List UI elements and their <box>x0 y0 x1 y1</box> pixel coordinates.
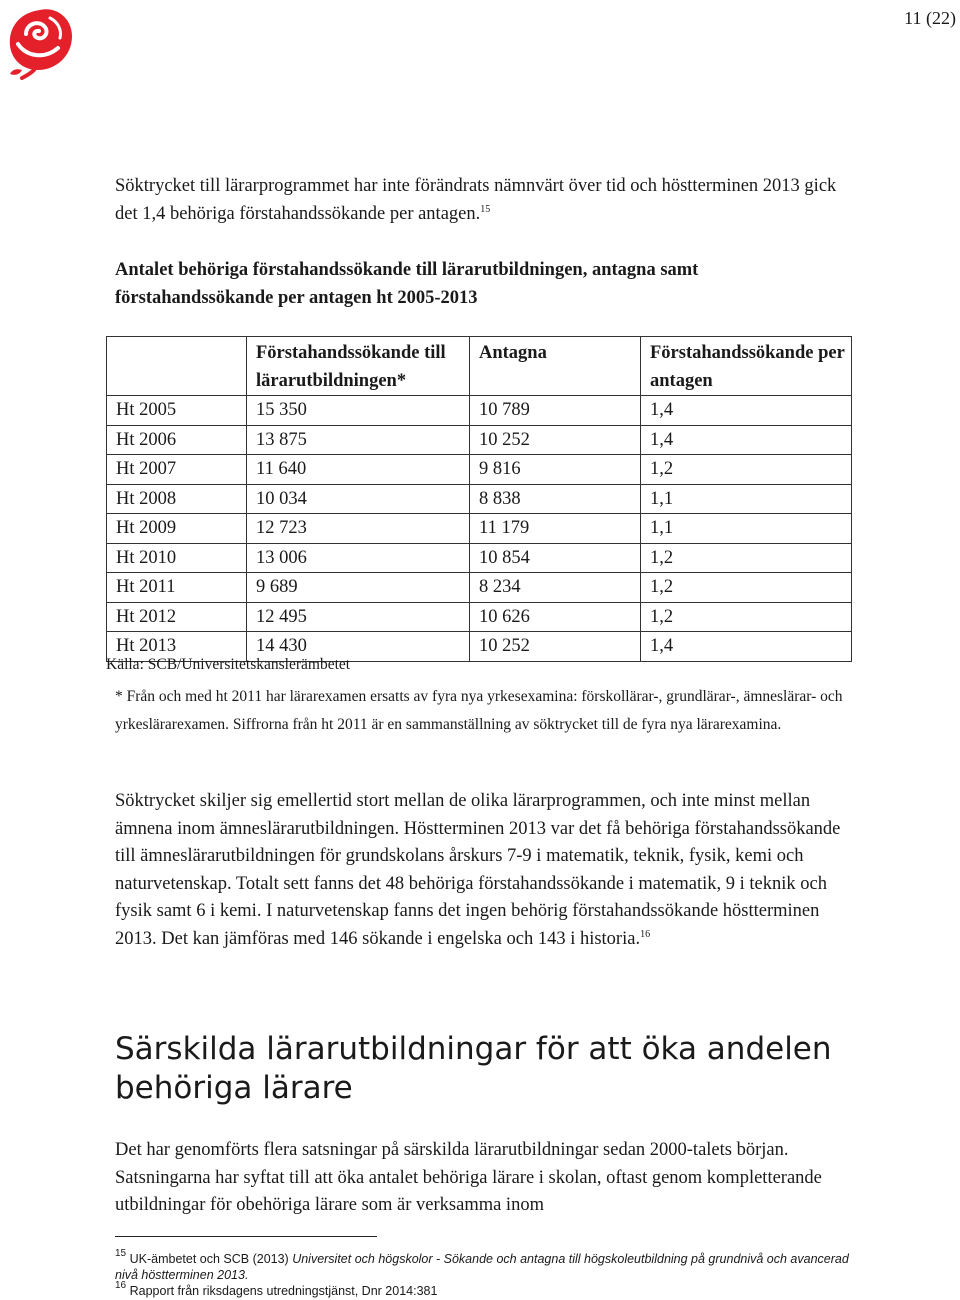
table-cell: 1,1 <box>641 514 852 544</box>
table-cell: 10 854 <box>470 543 641 573</box>
table-cell: 1,2 <box>641 573 852 603</box>
table-row <box>107 396 852 426</box>
table-cell: Ht 2009 <box>107 514 247 544</box>
table-cell: Ht 2010 <box>107 543 247 573</box>
table-cell: 1,1 <box>641 484 852 514</box>
table-cell: 10 252 <box>470 632 641 662</box>
paragraph-text: Söktrycket skiljer sig emellertid stort mellan de olika lärarprogrammen, och inte minst mellan ämnena inom ämneslärarutbildningen. Höstterminen 2013 var det få behöriga förstahandssökande till ämneslärarutbildningen för grundskolans årskurs 7-9 i matematik, teknik, fysik, kemi och naturvetenskap. Totalt sett fanns det 48 behöriga förstahandssökande i matematik, 9 i teknik och fysik samt 6 i kemi. I naturvetenskap fanns det ingen behörig förstahandssökande höstterminen 2013. Det kan jämföras med 146 sökande i engelska och 143 i historia. <box>115 791 841 949</box>
footnote-text: Rapport från riksdagens utredningstjänst, Dnr 2014:381 <box>129 1284 438 1298</box>
column-header: Förstahandssökande per antagen <box>641 337 852 396</box>
table-cell: Ht 2007 <box>107 455 247 485</box>
table-row <box>107 455 852 485</box>
footnote-ref-16: 16 <box>640 928 651 940</box>
table-cell: 12 495 <box>247 602 470 632</box>
table-cell: 12 723 <box>247 514 470 544</box>
table-cell: Ht 2005 <box>107 396 247 426</box>
table-cell: 9 689 <box>247 573 470 603</box>
table-cell: 11 640 <box>247 455 470 485</box>
footnote-text: UK-ämbetet och SCB (2013) <box>129 1252 293 1266</box>
table-cell: 13 875 <box>247 425 470 455</box>
column-header <box>107 337 247 396</box>
footnote-16 <box>115 1280 855 1299</box>
table-cell: Ht 2006 <box>107 425 247 455</box>
page-number: 11 (22) <box>904 8 956 28</box>
footnote-divider <box>115 1236 377 1237</box>
table-cell: 9 816 <box>470 455 641 485</box>
intro-paragraph <box>115 173 855 228</box>
body-paragraph <box>115 788 855 953</box>
footnote-number: 15 <box>115 1248 127 1259</box>
intro-text: Söktrycket till lärarprogrammet har inte förändrats nämnvärt över tid och höstterminen 2013 gick det 1,4 behöriga förstahandssökande per antagen. <box>115 176 837 224</box>
table-header-row <box>107 337 852 396</box>
table-cell: 1,4 <box>641 632 852 662</box>
table-row <box>107 484 852 514</box>
table-cell: 1,2 <box>641 543 852 573</box>
table-title: Antalet behöriga förstahandssökande till lärarutbildningen, antagna samt förstahandssökande per antagen ht 2005-2013 <box>115 260 699 308</box>
column-header: Förstahandssökande till lärarutbildningen* <box>247 337 470 396</box>
table-cell: 1,4 <box>641 425 852 455</box>
table-cell: 1,2 <box>641 455 852 485</box>
table-cell: Ht 2013 <box>107 632 247 662</box>
table-row <box>107 425 852 455</box>
column-header: Antagna <box>470 337 641 396</box>
table-cell: 10 626 <box>470 602 641 632</box>
data-table <box>106 336 852 662</box>
table-cell: 10 252 <box>470 425 641 455</box>
table-cell: 10 789 <box>470 396 641 426</box>
rose-logo <box>4 4 76 80</box>
section-heading: Särskilda lärarutbildningar för att öka andelen behöriga lärare <box>115 1031 832 1106</box>
table-cell: Ht 2008 <box>107 484 247 514</box>
footnote-15 <box>115 1248 855 1283</box>
table-row <box>107 543 852 573</box>
table-cell: Ht 2011 <box>107 573 247 603</box>
section-paragraph: Det har genomförts flera satsningar på särskilda lärarutbildningar sedan 2000-talets början. Satsningarna har syftat till att öka antalet behöriga lärare i skolan, oftast genom kompletterande utbildningar för obehöriga lärare som är verksamma inom <box>115 1140 822 1215</box>
table-row <box>107 573 852 603</box>
table-cell: 8 234 <box>470 573 641 603</box>
table-cell: Ht 2012 <box>107 602 247 632</box>
table-cell: 15 350 <box>247 396 470 426</box>
table-cell: 1,2 <box>641 602 852 632</box>
table-source: Källa: SCB/Universitetskanslerämbetet <box>106 656 351 673</box>
footnote-title: Universitet och högskolor - Sökande och antagna till högskoleutbildning på grundnivå och avancerad nivå höstterminen 2013. <box>115 1252 849 1282</box>
footnote-ref-15: 15 <box>480 203 491 215</box>
table-row <box>107 602 852 632</box>
rose-icon <box>4 4 76 80</box>
table-cell: 13 006 <box>247 543 470 573</box>
table-cell: 11 179 <box>470 514 641 544</box>
table-row <box>107 514 852 544</box>
table-cell: 14 430 <box>247 632 470 662</box>
table-cell: 1,4 <box>641 396 852 426</box>
table-cell: 8 838 <box>470 484 641 514</box>
footnote-number: 16 <box>115 1280 127 1291</box>
table-note: * Från och med ht 2011 har lärarexamen ersatts av fyra nya yrkesexamina: förskollärar-, grundlärar-, ämneslärar- och yrkeslärarexamen. Siffrorna från ht 2011 är en sammanställning av söktrycket till de fyra nya lärarexamina. <box>115 688 843 733</box>
table-cell: 10 034 <box>247 484 470 514</box>
